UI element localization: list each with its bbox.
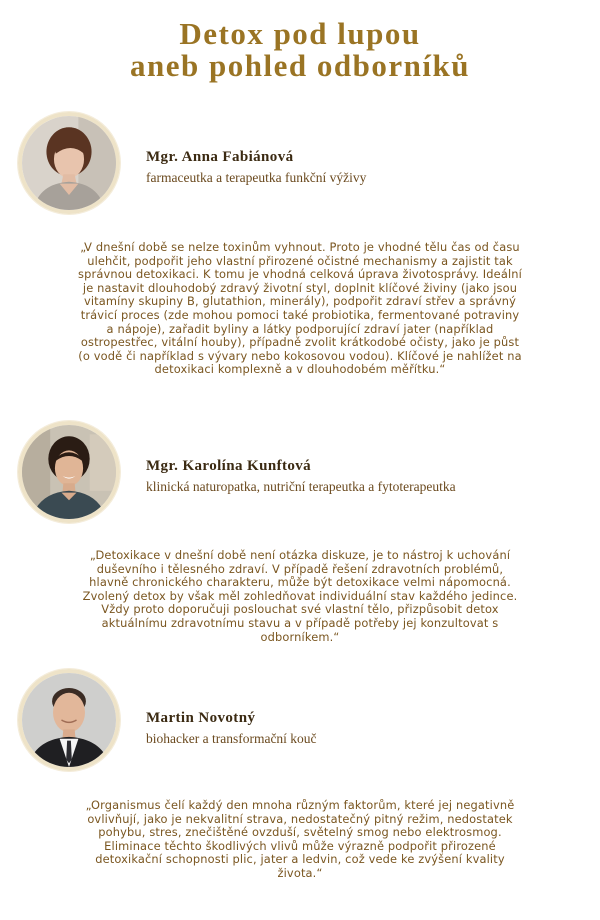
expert-name: Martin Novotný — [146, 710, 256, 726]
portrait-image — [22, 425, 116, 519]
avatar-photo — [18, 421, 120, 523]
expert-role: klinická naturopatka, nutriční terapeutka a fytoterapeutka — [146, 479, 456, 494]
expert-role: farmaceutka a terapeutka funkční výživy — [146, 170, 367, 185]
page-title-line-2: aneb pohled odborníků — [130, 48, 470, 83]
page-title-line-1: Detox pod lupou — [179, 16, 421, 51]
avatar-photo — [18, 112, 120, 214]
expert-name: Mgr. Karolína Kunftová — [146, 458, 312, 474]
expert-quote: „Detoxikace v dnešní době není otázka diskuze, je to nástroj k uchování duševního i tělesného zdraví. V případě řešení zdravotních problémů, hlavně chronického charakteru, může být detoxikace velmi nápomocná. Zvolený detox by však měl zohledňovat individuální stav každého jedince. Vždy proto doporučuji poslouchat své vlastní tělo, přizpůsobit detox aktuálnímu zdravotnímu stavu a v případě potřeby jej konzultovat s odborníkem.“ — [82, 548, 518, 644]
portrait-image — [22, 116, 116, 210]
expert-quote: „Organismus čelí každý den mnoha různým faktorům, které jej negativně ovlivňují, jako je nekvalitní strava, nedostatečný pitný režim, nedostatek pohybu, stres, znečištěné ovzduší, světelný smog nebo elektrosmog. Eliminace těchto škodlivých vlivů může výrazně podpořit přirozené detoxikační schopnosti plic, jater a ledvin, což vede ke zvýšení kvality života.“ — [85, 798, 515, 880]
portrait-image — [22, 673, 116, 767]
expert-quote: „V dnešní době se nelze toxinům vyhnout. Proto je vhodné tělu čas od času ulehčit, podpořit jeho vlastní přirozené očistné mechanismy a zajistit tak správnou detoxikaci. K tomu je vhodná celková úprava životosprávy. Ideální je nastavit dlouhodobý zdravý životní styl, doplnit klíčové živiny (jako jsou vitamíny skupiny B, glutathion, minerály), podpořit zdraví střev a správný trávicí proces (zde mohou pomoci také probiotika, fermentované potraviny a nápoje), zařadit byliny a látky podporující zdraví jater (například ostropestřec, vitální houby), případně zvolit krátkodobé očisty, jako je půst (o vodě či například s vývary nebo kokosovou vodou). Klíčové je nahlížet na detoxikaci komplexně a v dlouhodobém měřítku.“ — [78, 240, 522, 377]
expert-role: biohacker a transformační kouč — [146, 731, 317, 746]
expert-name: Mgr. Anna Fabiánová — [146, 149, 294, 165]
page-title — [0, 18, 600, 82]
avatar-photo — [18, 669, 120, 771]
